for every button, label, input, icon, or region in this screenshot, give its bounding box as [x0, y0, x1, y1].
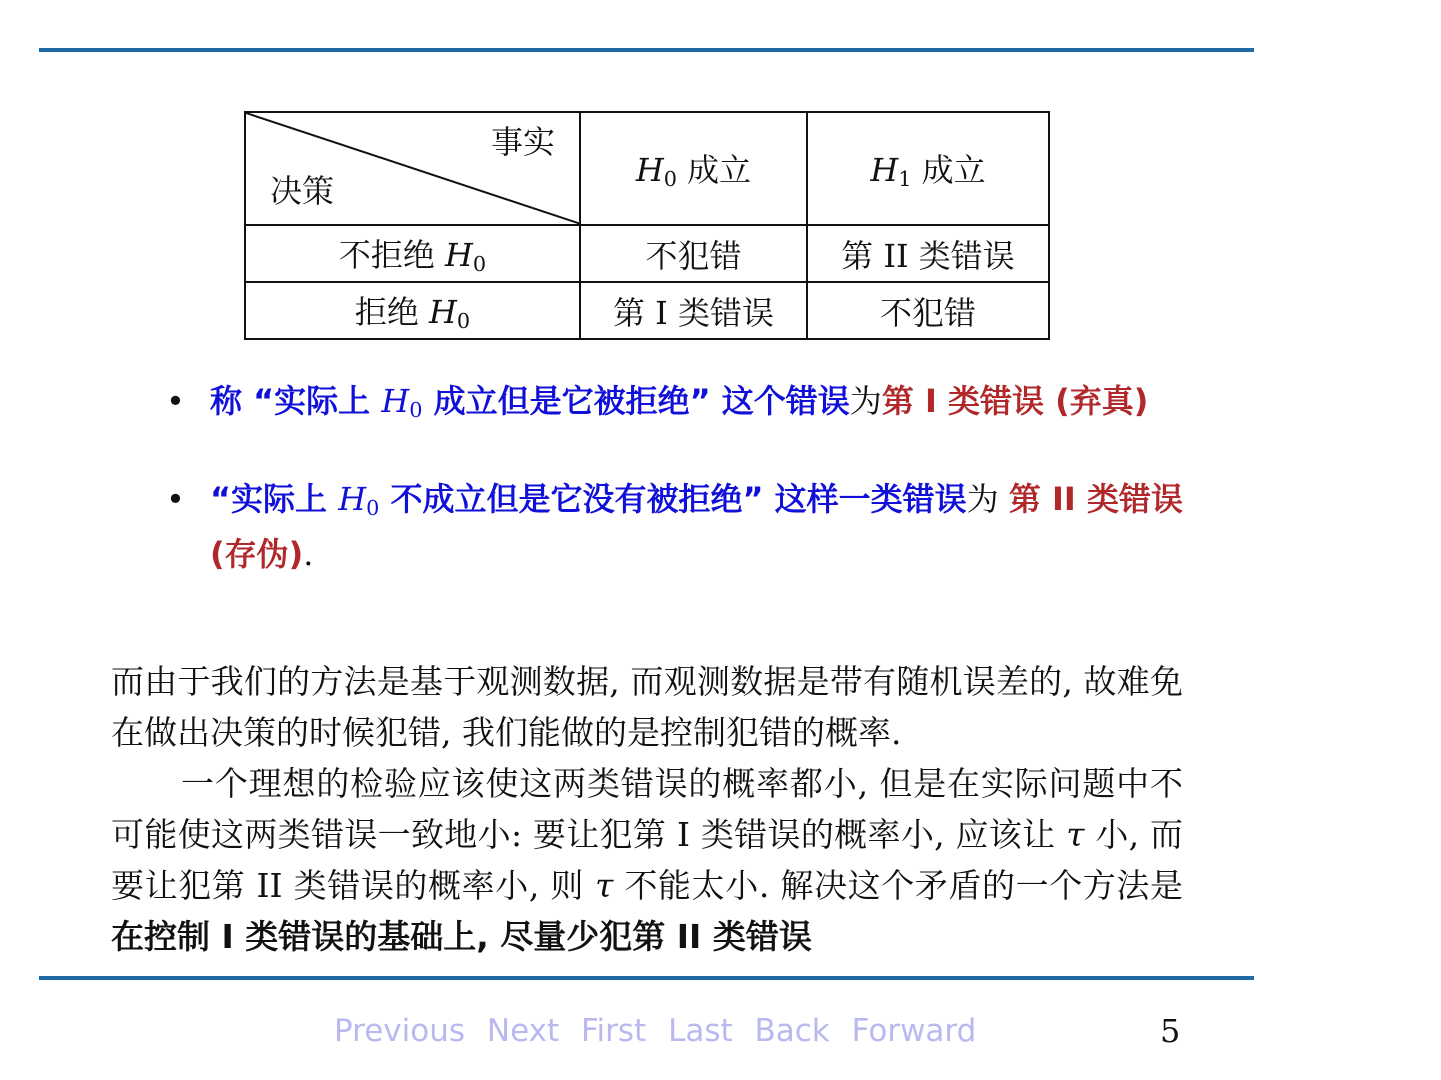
page-number: 5: [1160, 1012, 1181, 1050]
table-row: [245, 225, 1049, 282]
bottom-rule: [39, 976, 1254, 980]
bullet-dot-icon: •: [166, 480, 185, 519]
table-cell: 第 II 类错误: [807, 225, 1049, 282]
nav-forward-link[interactable]: Forward: [851, 1013, 977, 1049]
table-row: [245, 282, 1049, 339]
top-rule: [39, 48, 1254, 52]
nav-first-link[interactable]: First: [580, 1013, 647, 1049]
corner-label-decision: 决策: [270, 172, 335, 210]
paragraph-ideal-test: 一个理想的检验应该使这两类错误的概率都小, 但是在实际问题中不可能使这两类错误一致地小: 要让犯第 I 类错误的概率小, 应该让 τ 小, 而要让犯第 II 类错误的概率小, 则 τ 不能太小. 解决这个矛盾的一个方法是在控制 I 类错误的基础上, 尽量少犯第 II 类错误: [111, 764, 1183, 956]
decision-table: [244, 111, 1050, 340]
corner-cell: [245, 112, 580, 225]
row-label: 不拒绝 $H_0$: [245, 225, 580, 282]
bullet-dot-icon: •: [166, 382, 185, 420]
bullet-type-ii-error: • “实际上 $H_0$ 不成立但是它没有被拒绝” 这样一类错误为 第 II 类错误 (存伪).: [166, 476, 1186, 577]
row-label: 拒绝 $H_0$: [245, 282, 580, 339]
table-cell: 不犯错: [580, 225, 807, 282]
slide-navigation: [334, 1013, 988, 1049]
header-h1: $H_1$ 成立: [807, 112, 1049, 225]
table-cell: 不犯错: [807, 282, 1049, 339]
nav-previous-link[interactable]: Previous: [334, 1013, 466, 1049]
nav-back-link[interactable]: Back: [754, 1013, 830, 1049]
bullet-list: [166, 378, 1186, 620]
nav-next-link[interactable]: Next: [486, 1013, 560, 1049]
table-header-row: [245, 112, 1049, 225]
table-cell: 第 I 类错误: [580, 282, 807, 339]
paragraph-observation: 而由于我们的方法是基于观测数据, 而观测数据是带有随机误差的, 故难免在做出决策的时候犯错, 我们能做的是控制犯错的概率.: [111, 662, 1183, 752]
bullet-type-i-error: • 称 “实际上 $H_0$ 成立但是它被拒绝” 这个错误为第 I 类错误 (弃真): [166, 378, 1186, 433]
nav-last-link[interactable]: Last: [668, 1013, 733, 1049]
corner-label-fact: 事实: [490, 123, 555, 161]
header-h0: $H_0$ 成立: [580, 112, 807, 225]
